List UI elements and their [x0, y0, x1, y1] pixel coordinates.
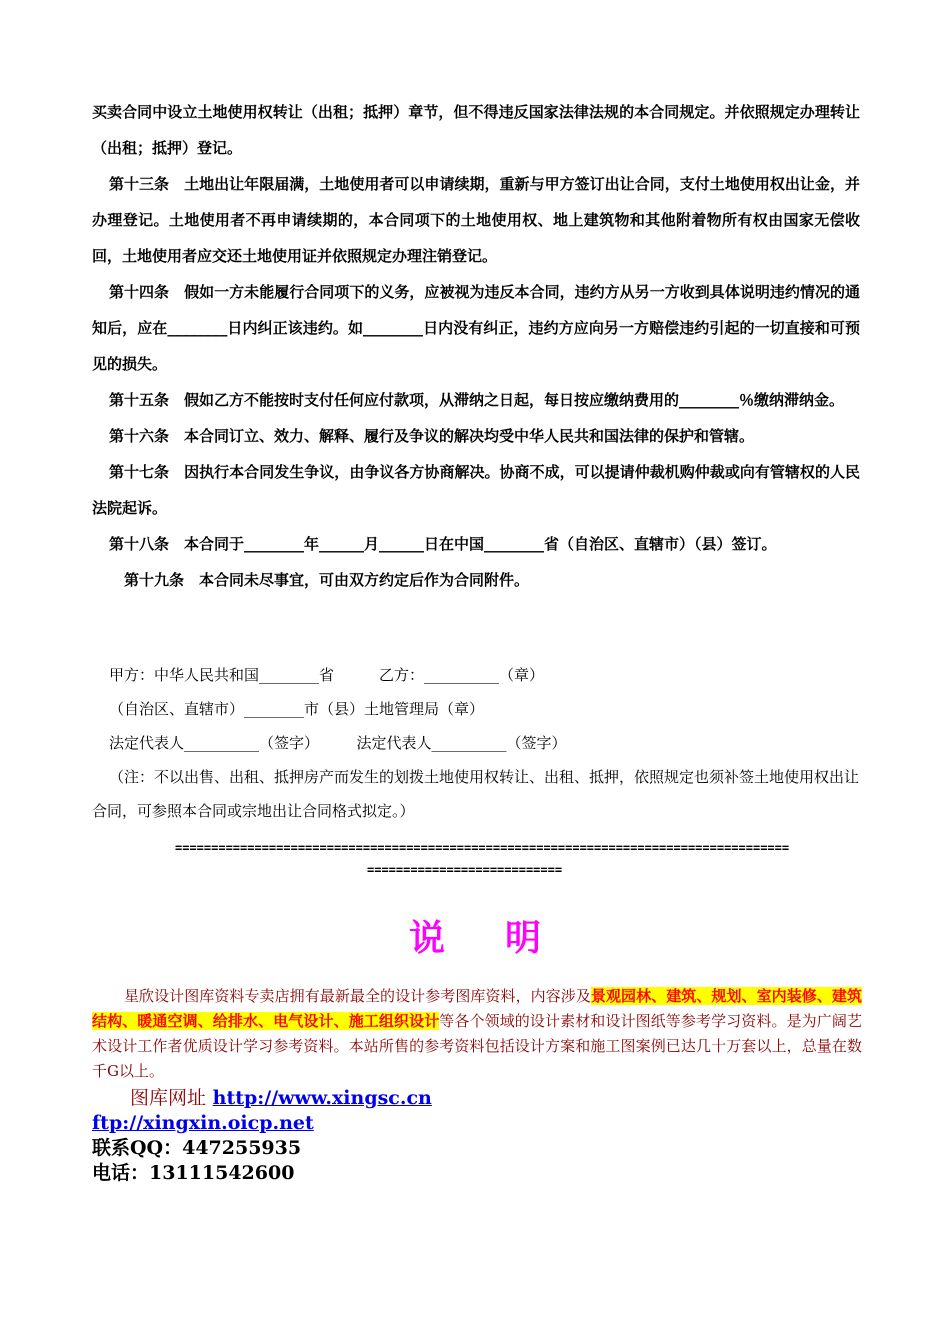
clause-14: 第十四条 假如一方未能履行合同项下的义务，应被视为违反本合同，违约方从另一方收到具体说明违约情况的通知后，应在________日内纠正该违约。如________日内没有纠正，违约方应向另一方赔偿违约引起的一切直接和可预见的损失。: [92, 283, 860, 373]
signature-block: [92, 658, 862, 828]
separator-line-1: =====================================================================================: [175, 841, 790, 855]
desc-rest: 等各个领域的设计素材和设计图纸等参考学习资料。是为广阔艺术设计工作者优质设计学习参考资料。本站所售的参考资料包括设计方案和施工图案例已达几十万套以上，总量在数千G以上。: [92, 1012, 862, 1080]
ftp-line: [92, 1111, 314, 1136]
desc-intro: 星欣设计图库资料专卖店拥有最新最全的设计参考图库资料，内容涉及: [124, 987, 591, 1005]
clause-13: 第十三条 土地出让年限届满，土地使用者可以申请续期，重新与甲方签订出让合同，支付土地使用权出让金，并办理登记。土地使用者不再申请续期的，本合同项下的土地使用权、地上建筑物和其他附着物所有权由国家无偿收回，土地使用者应交还土地使用证并依照规定办理注销登记。: [92, 175, 860, 265]
desc-highlight: 景观园林、建筑、规划、室内装修、建筑结构、暖通空调、给排水、电气设计、施工组织设计: [92, 987, 862, 1030]
party-line: 甲方：中华人民共和国________省 乙方：__________（章）: [109, 666, 545, 684]
contract-body: [92, 94, 860, 598]
qq-line: 联系QQ：447255935: [92, 1137, 302, 1159]
explain-paragraph: [92, 984, 862, 1084]
clause-17: 第十七条 因执行本合同发生争议，由争议各方协商解决。协商不成，可以提请仲裁机购仲裁或向有管辖权的人民法院起诉。: [92, 463, 860, 517]
clause-15: 第十五条 假如乙方不能按时支付任何应付款项，从滞纳之日起，每日按应缴纳费用的________％缴纳滞纳金。: [109, 391, 845, 409]
explain-title: [0, 910, 950, 961]
site-line: [130, 1086, 432, 1111]
authority-line: （自治区、直辖市）________市（县）土地管理局（章）: [109, 700, 485, 718]
ftp-link[interactable]: ftp://xingxin.oicp.net: [92, 1112, 314, 1134]
representative-line: 法定代表人__________（签字） 法定代表人__________（签字）: [109, 734, 567, 752]
site-label: 图库网址: [130, 1087, 207, 1109]
site-link[interactable]: http://www.xingsc.cn: [212, 1087, 432, 1109]
title-char-1: 说: [408, 918, 445, 959]
phone-line: 电话：13111542600: [92, 1162, 295, 1184]
title-char-2: 明: [505, 918, 542, 959]
clause-19: 第十九条 本合同未尽事宜，可由双方约定后作为合同附件。: [124, 571, 530, 589]
clause-18: 第十八条 本合同于________年______月______日在中国________省（自治区、直辖市）（县）签订。: [109, 535, 777, 553]
contract-note: （注：不以出售、出租、抵押房产而发生的划拨土地使用权转让、出租、抵押，依照规定也须补签土地使用权出让合同，可参照本合同或宗地出让合同格式拟定。）: [92, 768, 860, 820]
clause-16: 第十六条 本合同订立、效力、解释、履行及争议的解决均受中华人民共和国法律的保护和管辖。: [109, 427, 755, 445]
clause-continuation: 买卖合同中设立土地使用权转让（出租；抵押）章节，但不得违反国家法律法规的本合同规定。并依照规定办理转让（出租；抵押）登记。: [92, 103, 860, 157]
separator-line-2: ===========================: [367, 863, 563, 877]
